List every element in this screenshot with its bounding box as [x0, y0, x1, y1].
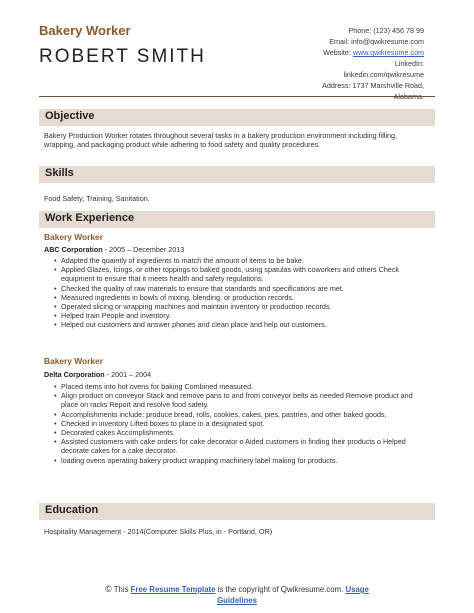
- bullet-item: • Accomplishments include: produce bread, rolls, cookies, cakes, pies, pastries, and other baked goods.: [54, 410, 430, 419]
- skills-title: Skills: [45, 167, 74, 179]
- contact-block: [204, 25, 424, 102]
- job-bullets: [54, 382, 430, 465]
- bullet-item: • Measured ingredients in bowls of mixing, blending, or production records.: [54, 293, 430, 302]
- job-role: Bakery Worker: [44, 356, 103, 366]
- linkedin-value: linkedin.com/qwikresume: [343, 70, 424, 79]
- header-divider: [39, 96, 435, 97]
- bullet-item: • Assisted customers with cake orders for cake decorator o Aided customers in finding their products o Helped decorate cakes for a cake decorator.: [54, 437, 430, 455]
- website-link[interactable]: www.qwikresume.com: [352, 48, 424, 57]
- footer: [0, 584, 474, 606]
- bullet-item: • Placed items into hot ovens for baking Combined measured.: [54, 382, 430, 391]
- guidelines-link[interactable]: Guidelines: [217, 595, 257, 605]
- job-title: Bakery Worker: [39, 23, 131, 38]
- copyright-icon: ©: [105, 584, 112, 594]
- education-title: Education: [45, 504, 99, 516]
- address-line-1: Address: 1737 Marshville Road,: [322, 81, 424, 90]
- company-name: ABC Corporation: [44, 245, 103, 254]
- bullet-item: • Checked in inventory Lifted boxes to place in a designated spot.: [54, 419, 430, 428]
- company-name: Delta Corporation: [44, 370, 105, 379]
- objective-title: Objective: [45, 110, 95, 122]
- job-company-line: [44, 245, 184, 254]
- bullet-item: • Adapted the quaintly of ingredients to match the amount of items to be bake.: [54, 256, 430, 265]
- objective-text: Bakery Production Worker rotates throughout several tasks in a bakery production environment including filling, wrapping, and packaging product while adhering to food safety and quality procedures.: [44, 131, 398, 150]
- email: Email: info@qwikresume.com: [329, 37, 424, 46]
- job-bullets: [54, 256, 430, 330]
- website-label: Website:: [323, 48, 353, 57]
- website: [204, 47, 424, 58]
- candidate-name: ROBERT SMITH: [39, 46, 206, 67]
- job-company-line: [44, 370, 151, 379]
- job-role: Bakery Worker: [44, 232, 103, 242]
- footer-text-middle: is the copyright of Qwikresume.com.: [215, 585, 346, 594]
- bullet-item: • loading ovens operating bakery product wrapping machinery label making for products.: [54, 456, 430, 465]
- job-dates: - 2005 – December 2013: [102, 245, 185, 254]
- experience-title: Work Experience: [45, 212, 135, 224]
- bullet-item: • Decorated cakes Accomplishments.: [54, 428, 430, 437]
- education-text: Hospitality Management - 2014(Computer Skills Plus, in - Portland, OR): [44, 527, 273, 536]
- bullet-item: • Operated slicing or wrapping machines and maintain inventory or production records.: [54, 302, 430, 311]
- bullet-item: • Helped train People and inventory.: [54, 311, 430, 320]
- education-header: [39, 503, 435, 520]
- address-line-2: Alabama.: [393, 92, 424, 101]
- bullet-item: • Applied Glazes, Icings, or other toppings to baked goods, using spatulas with coworkers and others Check equipment to ensure that it meets health and safety regulations.: [54, 265, 430, 283]
- footer-text: This: [111, 585, 131, 594]
- job-dates: - 2001 – 2004: [104, 370, 152, 379]
- skills-text: Food Safety, Training, Sanitation.: [44, 194, 150, 203]
- bullet-item: • Checked the quality of raw materials to ensure that standards and specifications are met.: [54, 284, 430, 293]
- skills-header: [39, 166, 435, 183]
- usage-link[interactable]: Usage: [345, 585, 369, 594]
- linkedin-label: LinkedIn:: [394, 59, 424, 68]
- bullet-item: • Helped out customers and answer phones and clean place and help out customers.: [54, 320, 430, 329]
- bullet-item: • Align product on conveyor Stack and remove pans to and from conveyor belts as needed Remove product and place on racks Report and resolve food safety.: [54, 391, 430, 409]
- phone: Phone: (123) 456 78 99: [348, 26, 424, 35]
- objective-header: [39, 109, 435, 126]
- free-template-link[interactable]: Free Resume Template: [130, 585, 216, 594]
- experience-header: [39, 211, 435, 228]
